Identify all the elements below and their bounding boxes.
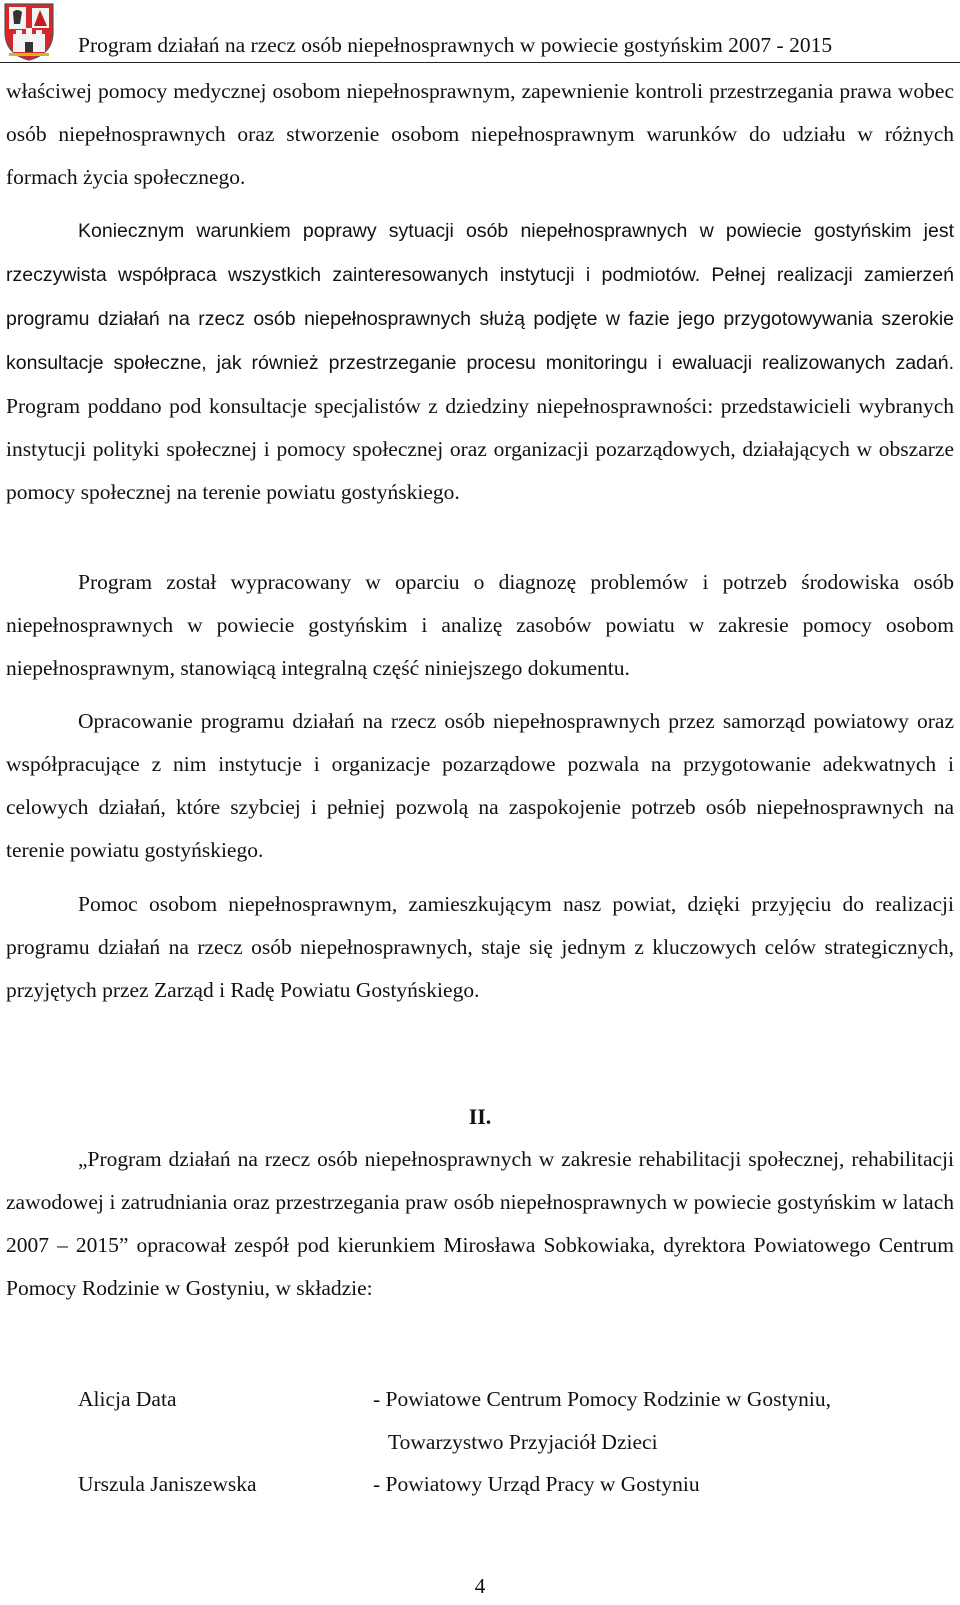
page-number: 4 (474, 1574, 486, 1598)
team-member-name: Alicja Data (78, 1387, 177, 1411)
paragraph-cooperation-sans-text: Koniecznym warunkiem poprawy sytuacji osób niepełnosprawnych w powiecie gostyńskim jest rzeczywista współpraca wszystkich zainteresowanych instytucji i podmiotów. Pełnej realizacji zamierzeń programu działań na rzecz osób niepełnosprawnych służą podjęte w fazie jego przygotowywania szerokie konsultacje społeczne, jak również przestrzeganie procesu monitoringu i ewaluacji realizowanych zadań. (6, 220, 954, 374)
team-member-role-continuation: Towarzystwo Przyjaciół Dzieci (388, 1430, 658, 1454)
paragraph-cooperation-consultation-text: Program poddano pod konsultacje specjalistów z dziedziny niepełnosprawności: przedstawicieli wybranych instytucji polityki społecznej i pomocy społecznej oraz organizacji pozarządowych, działających w obszarze pomocy społecznej na terenie powiatu gostyńskiego. (6, 394, 954, 504)
paragraph-continuation: właściwej pomocy medycznej osobom niepełnosprawnym, zapewnienie kontroli przestrzegania prawa wobec osób niepełnosprawnych oraz stworzenie osobom niepełnosprawnym warunków do udziału w różnych formach życia społecznego. (6, 79, 954, 189)
paragraph-diagnosis: Program został wypracowany w oparciu o diagnozę problemów i potrzeb środowiska osób niepełnosprawnych w powiecie gostyńskim i analizę zasobów powiatu w zakresie pomocy osobom niepełnosprawnym, stanowiącą integralną część niniejszego dokumentu. (6, 570, 954, 680)
paragraph-preparation: Opracowanie programu działań na rzecz osób niepełnosprawnych przez samorząd powiatowy oraz współpracujące z nim instytucje i organizacje pozarządowe pozwala na przygotowanie adekwatnych i celowych działań, które szybciej i pełniej pozwolą na zaspokojenie potrzeb osób niepełnosprawnych na terenie powiatu gostyńskiego. (6, 709, 954, 862)
team-member-role: - Powiatowe Centrum Pomocy Rodzinie w Gostyniu, (373, 1387, 832, 1411)
paragraph-cooperation (6, 209, 954, 514)
header-divider (0, 62, 960, 63)
team-member-role: - Powiatowy Urząd Pracy w Gostyniu (373, 1472, 700, 1496)
team-member-name: Urszula Janiszewska (78, 1472, 257, 1496)
section-heading: II. (468, 1104, 492, 1129)
gostyn-county-coat-of-arms-icon (3, 2, 55, 62)
paragraph-team-intro: „Program działań na rzecz osób niepełnosprawnych w zakresie rehabilitacji społecznej, rehabilitacji zawodowej i zatrudniania oraz przestrzegania praw osób niepełnosprawnych w powiecie gostyńskim w latach 2007 – 2015” opracował zespół pod kierunkiem Mirosława Sobkowiaka, dyrektora Powiatowego Centrum Pomocy Rodzinie w Gostyniu, w składzie: (6, 1147, 954, 1300)
document-header-title: Program działań na rzecz osób niepełnosprawnych w powiecie gostyńskim 2007 - 2015 (78, 33, 833, 57)
page-header (0, 0, 960, 64)
paragraph-strategic-goal: Pomoc osobom niepełnosprawnym, zamieszkującym nasz powiat, dzięki przyjęciu do realizacji programu działań na rzecz osób niepełnosprawnych, staje się jednym z kluczowych celów strategicznych, przyjętych przez Zarząd i Radę Powiatu Gostyńskiego. (6, 892, 954, 1002)
